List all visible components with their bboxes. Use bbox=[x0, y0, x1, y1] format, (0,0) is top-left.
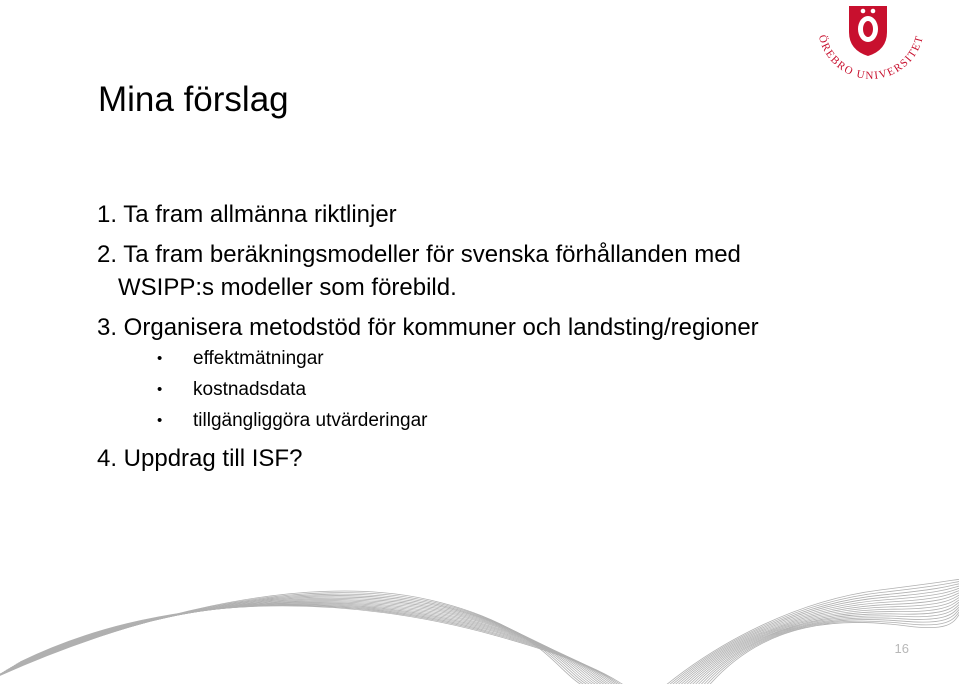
wave-line bbox=[672, 586, 959, 684]
list-item-1: 1. Ta fram allmänna riktlinjer bbox=[97, 201, 397, 228]
list-item-3: 3. Organisera metodstöd för kommuner och landsting/regioner bbox=[97, 314, 759, 341]
logo-text: ÖREBRO UNIVERSITET bbox=[815, 33, 927, 82]
wave-line bbox=[684, 594, 959, 684]
slide-title: Mina förslag bbox=[98, 80, 289, 119]
wave-line bbox=[681, 592, 959, 684]
logo-shield-icon bbox=[849, 6, 887, 56]
wave-line bbox=[16, 605, 642, 684]
wave-line bbox=[678, 590, 959, 684]
sub-item-2: kostnadsdata bbox=[193, 379, 307, 400]
list-item-2-continued: WSIPP:s modeller som förebild. bbox=[118, 274, 457, 301]
wave-line bbox=[660, 578, 959, 684]
wave-line bbox=[687, 596, 959, 684]
wave-line bbox=[14, 605, 638, 684]
university-logo bbox=[806, 0, 930, 82]
bullet-icon: • bbox=[157, 412, 163, 429]
list-item-4: 4. Uppdrag till ISF? bbox=[97, 445, 303, 472]
decorative-wave-lines bbox=[0, 560, 959, 684]
page-number: 16 bbox=[894, 641, 909, 656]
wave-line bbox=[0, 598, 616, 684]
sub-item-1: effektmätningar bbox=[193, 348, 324, 369]
wave-line bbox=[20, 606, 648, 684]
bullet-icon: • bbox=[157, 350, 163, 367]
bullet-icon: • bbox=[157, 381, 163, 398]
wave-line bbox=[18, 606, 645, 684]
list-item-2: 2. Ta fram beräkningsmodeller för svenska förhållanden med bbox=[97, 241, 741, 268]
wave-line bbox=[675, 588, 959, 684]
sub-item-3: tillgängliggöra utvärderingar bbox=[193, 410, 428, 431]
